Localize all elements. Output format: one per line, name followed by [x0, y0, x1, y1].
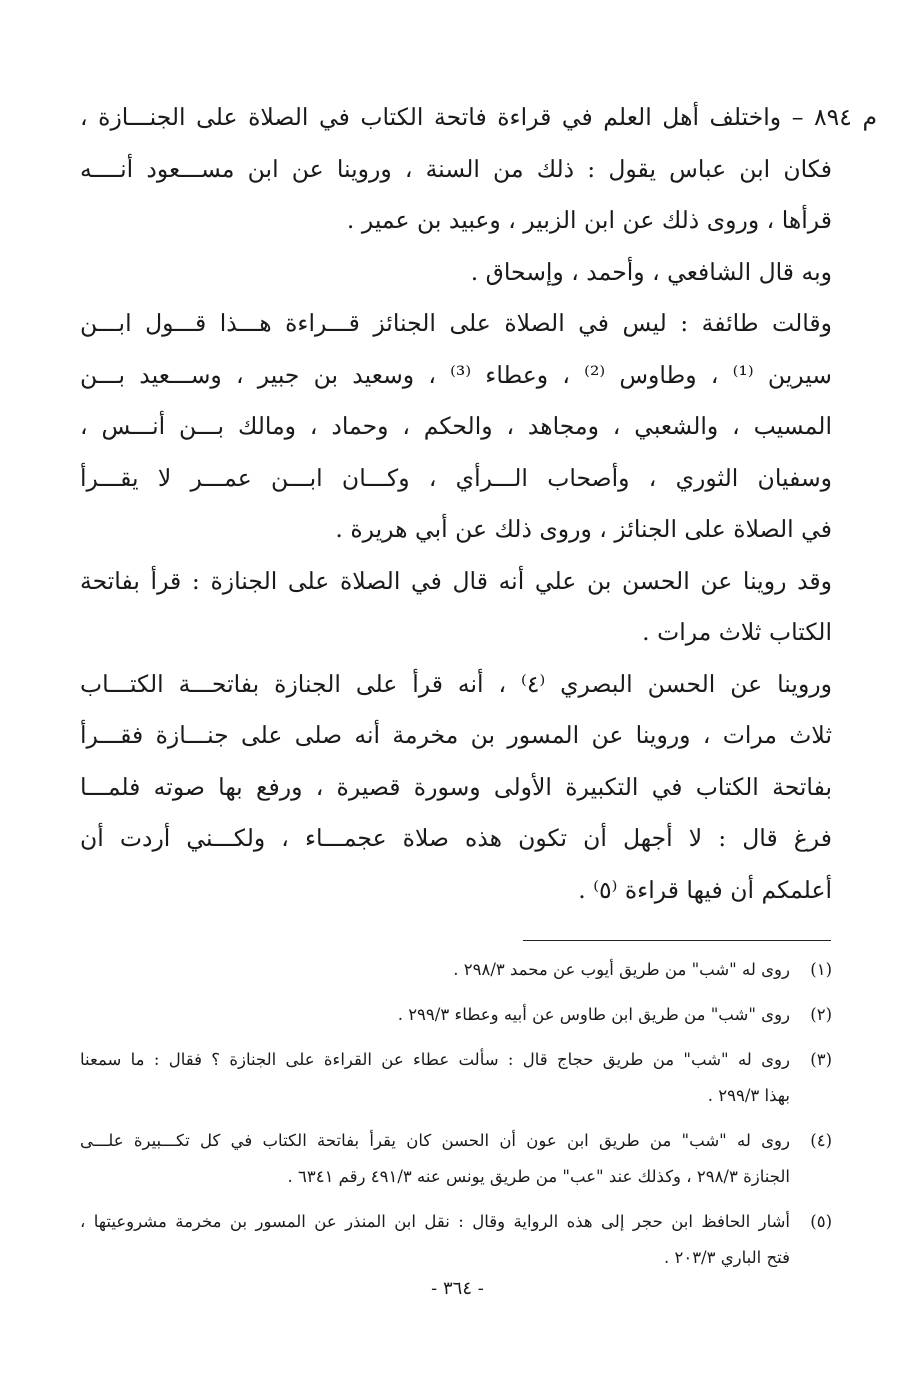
footnote-text: روى له "شب" من طريق حجاج قال : سألت عطاء عن القراءة على الجنازة ؟ فقال : ما سمعنا [80, 1050, 790, 1069]
text-line: المسيب ، والشعبي ، ومجاهد ، والحكم ، وحماد ، ومالك بـــن أنـــس ، [80, 412, 832, 440]
footnote-2 [80, 997, 832, 1033]
text-line: فرغ قال : لا أجهل أن تكون هذه صلاة عجمـــاء ، ولكـــني أردت أن [80, 824, 832, 852]
text-line: وسفيان الثوري ، وأصحاب الـــرأي ، وكـــان ابـــن عمـــر لا يقـــرأ [80, 463, 832, 492]
footnote-ref: (٣) [810, 1050, 832, 1069]
text-line: سيرين ⁽¹⁾ ، وطاوس ⁽²⁾ ، وعطاء ⁽³⁾ ، وسعيد بن جبير ، وســـعيد بـــن [80, 360, 832, 389]
text-line: الكتاب ثلاث مرات . [642, 618, 832, 646]
footnote-ref: (١) [810, 960, 832, 979]
footnote-ref: (٤) [810, 1131, 832, 1150]
footnote-3 [80, 1042, 832, 1114]
text-line: في الصلاة على الجنائز ، وروى ذلك عن أبي هريرة . [335, 515, 832, 543]
footnote-text: أشار الحافظ ابن حجر إلى هذه الرواية وقال : نقل ابن المنذر عن المسور بن مخرمة مشروعيتها ، [80, 1212, 790, 1231]
footnote-text: بهذا ٢٩٩/٣ . [707, 1086, 790, 1105]
footnote-ref: (٢) [810, 1005, 832, 1024]
footnote-text: روى له "شب" من طريق ابن عون أن الحسن كان يقرأ بفاتحة الكتاب في كل تكـــبيرة علـــى [80, 1131, 790, 1150]
page-number: - ٣٦٤ - [431, 1278, 484, 1299]
text-line: بفاتحة الكتاب في التكبيرة الأولى وسورة قصيرة ، ورفع بها صوته فلمـــا [80, 772, 832, 801]
footnotes [80, 952, 832, 1285]
text-line: وبه قال الشافعي ، وأحمد ، وإسحاق . [470, 257, 832, 286]
footnote-1 [80, 952, 832, 988]
text-line: قرأها ، وروى ذلك عن ابن الزبير ، وعبيد بن عمير . [346, 206, 832, 234]
text-line: وقد روينا عن الحسن بن علي أنه قال في الصلاة على الجنازة : قرأ بفاتحة [80, 566, 832, 595]
footnote-text: روى له "شب" من طريق أيوب عن محمد ٢٩٨/٣ . [453, 960, 790, 979]
footnote-text: روى "شب" من طريق ابن طاوس عن أبيه وعطاء ٢٩٩/٣ . [397, 1005, 790, 1024]
footnote-text: فتح الباري ٢٠٣/٣ . [663, 1248, 790, 1267]
footnote-4 [80, 1123, 832, 1195]
text-line: وقالت طائفة : ليس في الصلاة على الجنائز قـــراءة هـــذا قـــول ابـــن [80, 309, 832, 337]
text-line: وروينا عن الحسن البصري ⁽٤⁾ ، أنه قرأ على الجنازة بفاتحـــة الكتـــاب [80, 669, 832, 698]
text-line-issue-heading: م ٨٩٤ – واختلف أهل العلم في قراءة فاتحة الكتاب في الصلاة على الجنـــازة ، [80, 103, 877, 131]
text-line: ثلاث مرات ، وروينا عن المسور بن مخرمة أنه صلى على جنـــازة فقـــرأ [80, 721, 832, 749]
footnote-divider [523, 940, 831, 941]
main-text [80, 92, 877, 916]
text-line: أعلمكم أن فيها قراءة ⁽٥⁾ . [578, 875, 832, 904]
footnote-5 [80, 1204, 832, 1276]
footnote-ref: (٥) [810, 1212, 832, 1231]
footnote-text: الجنازة ٢٩٨/٣ ، وكذلك عند "عب" من طريق يونس عنه ٤٩١/٣ رقم ٦٣٤١ . [287, 1167, 790, 1186]
text-line: فكان ابن عباس يقول : ذلك من السنة ، وروينا عن ابن مســـعود أنــــه [80, 154, 832, 183]
